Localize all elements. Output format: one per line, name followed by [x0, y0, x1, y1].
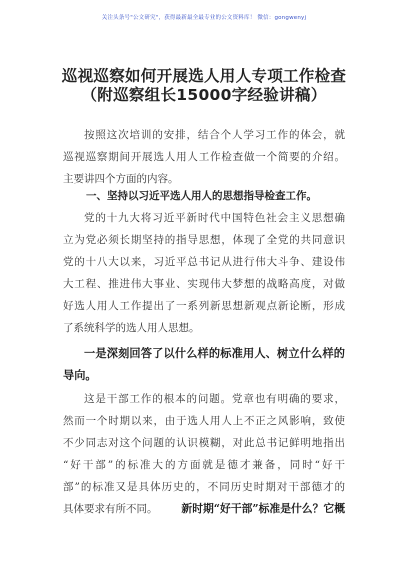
point-heading: 一是深刻回答了以什么样的标准用人、树立什么样的	[84, 346, 345, 360]
body-line: 不少同志对这个问题的认识模糊，对此总书记鲜明地指出	[63, 437, 345, 449]
body-line: 这是干部工作的根本的问题。党章也有明确的要求，	[84, 393, 345, 405]
document-title: 巡视巡察如何开展选人用人专项工作检查	[61, 67, 347, 85]
body-line: 党的十八大以来，习近平总书记从进行伟大斗争、建设伟	[63, 256, 345, 268]
intro-line: 按照这次培训的安排，结合个人学习工作的体会，就	[84, 129, 345, 141]
body-line: 立为党必须长期坚持的指导思想，体现了全党的共同意识	[63, 234, 345, 246]
body-line: 然而一个时期以来，由于选人用人上不正之风影响，致使	[63, 415, 345, 427]
body-line: 好选人用人工作提出了一系列新思想新观点新论断，形成	[63, 300, 345, 312]
document-subtitle: （附巡察组长15000字经验讲稿）	[81, 86, 327, 104]
body-line: 了系统科学的选人用人思想。	[63, 322, 200, 334]
intro-line: 主要讲四个方面的内容。	[63, 173, 179, 185]
body-line-normal-part: 具体要求有所不同。	[63, 503, 158, 515]
body-line: 党的十九大将习近平新时代中国特色社会主义思想确	[84, 212, 345, 224]
header-banner: 关注头条号"公文研究"，获得最新最全最专业的公文资料库！ 微信：gongwenyj	[101, 15, 307, 21]
body-line: 部”的标准又是具体历史的，不同历史时期对干部德才的	[63, 481, 345, 493]
body-line: “好干部”的标准大的方面就是德才兼备，同时“好干	[63, 459, 345, 471]
body-line: 大工程、推进伟大事业、实现伟大梦想的战略高度，对做	[63, 278, 345, 290]
point-heading: 导向。	[63, 368, 97, 382]
section-heading: 一、坚持以习近平选人用人的思想指导检查工作。	[86, 190, 317, 202]
body-line-mixed	[63, 498, 345, 520]
intro-line: 巡视巡察期间开展选人用人工作检查做一个简要的介绍。	[63, 151, 345, 163]
body-line-bold-part: 新时期“好干部”标准是什么？它概	[181, 502, 345, 515]
